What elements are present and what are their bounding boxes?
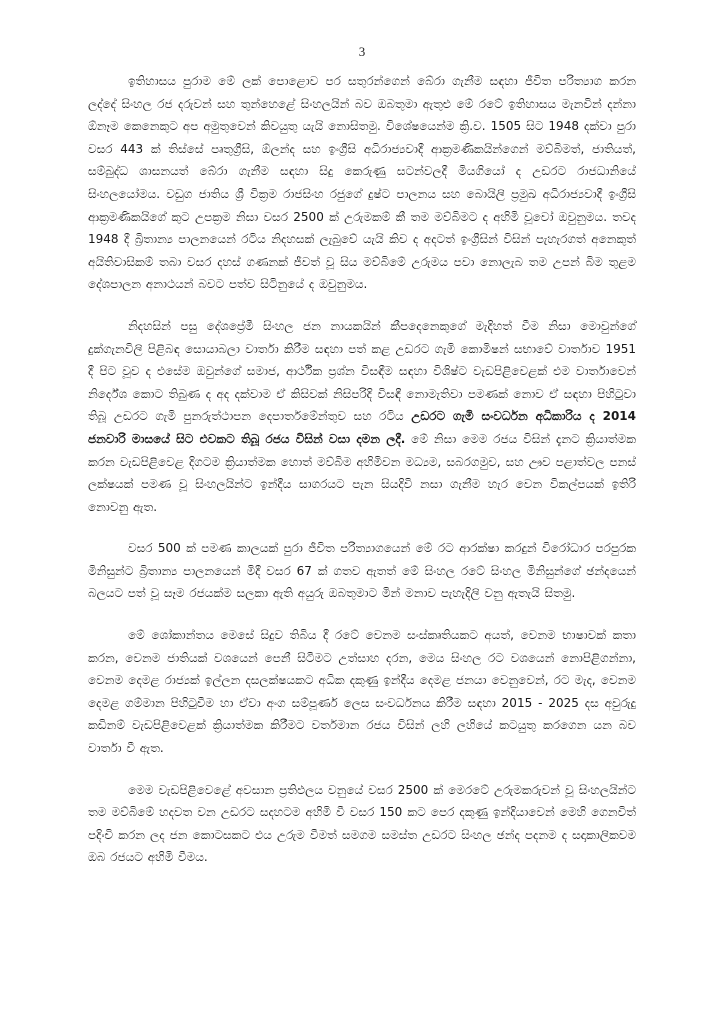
- paragraph-independence-tail: මේ නිසා මෙම රජය විසින් දැනට ක්‍රියාත්මක කරන වැඩපිළිවෙළ දිගටම ක්‍රියාත්මක හොත් මව්බිම අහිමිවන මධ්‍යම, සබරගමුව, සහ ඌව පළාත්වල පනස් ලක්ෂයක් පමණ වූ සිංහලයින්ට ඉන්දීය සාගරයට පැන සියදිවි නසා ගැනීම හැර වෙන විකල්පයක් ඉතිරි නොවනු ඇත.: [88, 431, 636, 514]
- paragraph-history: ඉතිහාසය පුරාම මේ ලක් පොළොව පර සතුරන්ගෙන් බේරා ගැනීම සඳහා ජීවිත පරිත්‍යාග කරන ලද්දේ සිංහල රජ දරුවන් සහ තුන්හෙළේ සිංහලයින් බව ඔබතුමා ඇතුළු මේ රටේ ඉතිහාසය මැනවින් දන්නා ඕනෑම කෙනෙකුට අප අමුතුවෙන් කිවයුතු යැයි නොසිතමු. විශේෂයෙන්ම ක්‍රි.ව. 1505 සිට 1948 දක්වා පුරා වසර 443 ක් තිස්සේ පෘතුග්‍රීසි, ඕලන්ද සහ ඉංග්‍රීසි අධිරාජ්‍යවාදී ආක්‍රමණිකයින්ගෙන් මව්බිමත්, ජාතියත්, සම්බුද්ධ ශාසනයත් බේරා ගැනීම සඳහා සිදු කෙරුණු සටන්වලදී මියගියෝ ද උඩරට රාජධානියේ සිංහලයෝමය. වඩුග ජාතිය ශ්‍රී වික්‍රම රාජසිංහ රජුගේ දුෂ්ට පාලනය සහ බොයිලි ප්‍රමුඛ අධිරාජ්‍යවාදී ඉංග්‍රීසි ආක්‍රමණිකයිගේ කුට උපක්‍රම නිසා වසර 2500 ක් උරුමකම් කී තම මව්බිමට ද අහිමි වූවෝ ඔවුනුමය. තවද 1948 දී බ්‍රිතාන්‍ය පාලනයෙන් රටිය නිදහසක් ලැබුවේ යැයි කිව ද අදටත් ඉංග්‍රීසින් විසින් පැහැරගත් අනෙකුත් අයිතිවාසිකම් තබා වසර දහස් ගණනක් ජීවත් වූ සිය මව්බිමේ උරුමය පවා නොලැබ තම උපන් බිම තුළම දේශපාලන අනාථයන් බවට පත්ව සිටිනුයේ ද ඔවුනුමය.: [88, 74, 636, 292]
- paragraph-tragedy: මේ ශෝකාන්තය මෙසේ සිදුව තිබිය දී රටේ වෙනම සංස්කෘතියකට අයත්, වෙනම භාෂාවක් කතා කරන, වෙනම ජාතියක් වශයෙන් පෙනී සිටීමට උත්සාහ දරන, මෙය සිංහල රට වශයෙන් නොපිළිගන්නා, වෙනම දෙමළ රාජ්‍යක් ඉල්ලන දසලක්ෂයකට අධික දකුණු ඉන්දීය දෙමළ ජනයා වෙනුවෙන්, රට මැද, වෙනම දෙමළ ගම්මාන පිහිටුවීම හා ඒවා අංග සම්පූර්ණ ලෙස සංවර්ධනය කිරීම සඳහා 2015 - 2025 දස අවුරුදු කඩිනම් වැඩපිළිවෙළක් ක්‍රියාත්මක කිරීමට වර්තමාන රජය විසින් ලහි ලහියේ කටයුතු කරගෙන යන බව වාර්තා වී ඇත.: [88, 628, 636, 756]
- paragraph-independence-emphasis: උඩරට ගැමි සංවර්ධන අධිකාරිය ද 2014 ජනවාරි මාසයේ සිට එවකට තිබූ රජය විසින් වසා දමන ලදී.: [88, 409, 636, 446]
- page-number: 3: [358, 44, 366, 59]
- paragraph-independence-lead: නිදහසින් පසු දේශප්‍රේමී සිංහල ජන නායකයින් කීපදෙනෙකුගේ මැදිහත් වීම නිසා මොවුන්ගේ දුක්ගැනවිලි පිළිබඳ සොයාබලා වාර්තා කිරීම සඳහා පත් කළ උඩරට ගැමි කොමිෂන් සභාවේ වාර්තාව 1951 දී පිට වූව ද එසේම ඔවුන්ගේ සමාජ, ආර්ථික ප්‍රශ්න විසඳීම සඳහා විශිෂ්ට වැඩපිළිවෙළක් එම වාර්තාවෙන් නිර්දේශ කොට තිබුණ ද අද දක්වාම ඒ කිසිවක් නිසිපරිදි විසඳී නොමැතිවා පමණක් නොව ඒ සඳහා පිහිටුවා තිබූ උඩරට ගැමි පුනරුත්ථාපන දෙපාර්තමේන්තුව සහ රටිය: [88, 318, 636, 424]
- paragraph-outcome: මෙම වැඩපිළිවෙළේ අවසාන ප්‍රතිඵලය වනුයේ වසර 2500 ක් මෙරටේ උරුමකරුවන් වූ සිංහලයින්ට තම මව්බිමේ හදවත වන උඩරට සදහටම අහිමි වී වසර 150 කට පෙර දකුණු ඉන්දියාවෙන් මෙහි ගෙනවිත් පදිංචි කරන ලද ජන කොටසකට එය උරුම වීමත් සමගම සමස්ත උඩරට සිංහල ඡන්ද පදනම ද සදාකාලිකවම ඔබ රජයට අහිමි වීමය.: [88, 782, 636, 865]
- paragraph-500-years: වසර 500 ක් පමණ කාලයක් පුරා ජීවිත පරිත්‍යාගයෙන් මේ රට ආරක්ෂා කරදුන් විරෝධාර පරපුරක මිනිසුන්ට බ්‍රිතාන්‍ය පාලනයෙන් මිදී වසර 67 ක් ගතව ඇතත් මේ සිංහල රටේ සිංහල මිනිසුන්ගේ ඡන්දයෙන් බලයට පත් වූ සෑම රජයක්ම සලකා ඇති අයුරු ඔබතුමාට මින් මනාව පැහැදිලි වනු ඇතැයි සිතමු.: [88, 541, 636, 601]
- paragraph-independence: [88, 315, 636, 518]
- letter-body: [88, 70, 636, 888]
